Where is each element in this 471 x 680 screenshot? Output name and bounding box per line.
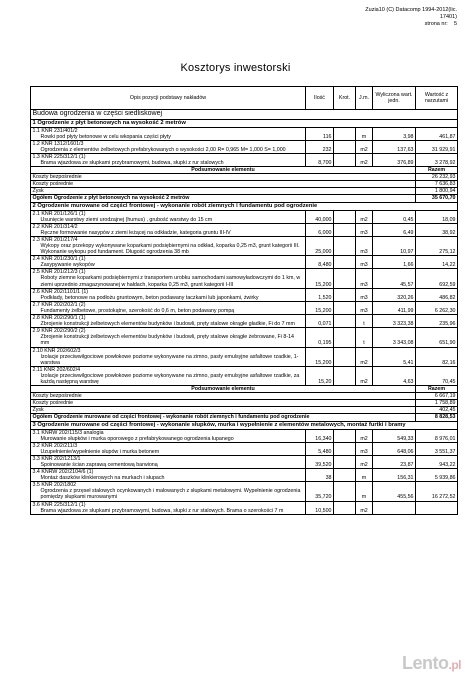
item-desc: Wykopy oraz przekopy wykonywane koparkami podsiębiernymi na odkład, koparka 0,25 m3, grunt kategorii III. Wykonanie wykopu pod fundament. Długość ogrodzenia 38 mb: [40, 243, 300, 256]
koszty-bezposrednie-label: Koszty bezpośrednie: [31, 393, 416, 400]
item-value: 38,92: [416, 223, 458, 236]
koszty-posrednie-value: 7 636,83: [416, 181, 458, 188]
item-desc-cell: [31, 429, 306, 442]
ogolem-row: [31, 414, 458, 421]
item-value: 14,22: [416, 256, 458, 269]
item-desc: Podkłady, betonowe na podłożu gruntowym, beton podawany taczkami lub japonkami, żwirky: [40, 294, 259, 301]
license-label: 17401): [439, 14, 457, 20]
item-qty: 232: [306, 140, 334, 153]
item-desc: Brama wjazdowa ze słupkami przybramowymi, budowa, słupki z rur stalowych: [40, 159, 224, 166]
item-qty: 8,700: [306, 153, 334, 166]
item-value: 3 551,37: [416, 442, 458, 455]
item-code: 2.6 KNR 202/1101/1 (1): [32, 288, 89, 295]
item-krot: [334, 127, 356, 140]
item-desc-cell: [31, 223, 306, 236]
item-unit: m2: [356, 366, 373, 385]
item-qty: 1,520: [306, 288, 334, 301]
col-jm: J.m.: [356, 87, 373, 110]
table-header-row: [31, 87, 458, 110]
item-code: 2.4 KNR 201/230/1 (1): [32, 256, 86, 263]
item-qty: 0,195: [306, 328, 334, 347]
item-code: 2.9 KNR 202/290/2 (2): [32, 328, 86, 335]
item-krot: [334, 223, 356, 236]
item-desc: Ręczne formowanie nasypów z ziemi leżącej na odkładzie, kategoria gruntu III-IV: [40, 229, 231, 236]
item-krot: [334, 328, 356, 347]
table-row: [31, 347, 458, 366]
table-row: [31, 127, 458, 140]
item-krot: [334, 236, 356, 255]
ogolem-value: 8 828,53: [416, 414, 458, 421]
item-code: 2.10 KNR 202/602/3: [32, 347, 81, 354]
item-qty: 16,340: [306, 429, 334, 442]
item-price: 1,66: [373, 256, 416, 269]
table-row: [31, 269, 458, 288]
item-krot: [334, 269, 356, 288]
item-price: 137,63: [373, 140, 416, 153]
cost-row: [31, 407, 458, 414]
col-wyliczona: Wyliczona wart. jedn.: [373, 87, 416, 110]
item-code: 2.7 KNR 202/202/1 (2): [32, 301, 86, 308]
item-unit: m3: [356, 223, 373, 236]
item-code: 1.3 KNR 225/312/1 (1): [32, 153, 86, 160]
zysk-label: Zysk: [31, 188, 416, 195]
table-row: [31, 442, 458, 455]
subsection-title: 1 Ogrodzenie z płyt betonowych na wysokość 2 metrów: [31, 119, 458, 127]
zysk-value: 1 800,94: [416, 188, 458, 195]
item-desc-cell: [31, 366, 306, 385]
item-krot: [334, 140, 356, 153]
item-unit: m2: [356, 153, 373, 166]
item-unit: m3: [356, 269, 373, 288]
item-desc: Usunięcie warstwy ziemi urodzajnej (humus) , grubość warstwy do 15 cm: [40, 216, 213, 223]
item-qty: 116: [306, 127, 334, 140]
item-unit: m3: [356, 288, 373, 301]
item-unit: m: [356, 469, 373, 482]
summary-label: Podsumowanie elementu: [31, 386, 416, 393]
item-code: 2.5 KNR 201/212/3 (1): [32, 269, 86, 276]
item-value: 275,12: [416, 236, 458, 255]
page-header: [297, 7, 457, 28]
cost-row: [31, 400, 458, 407]
item-value: 70,45: [416, 366, 458, 385]
koszty-posrednie-label: Koszty pośrednie: [31, 181, 416, 188]
item-price: 411,99: [373, 301, 416, 314]
item-qty: 10,500: [306, 501, 334, 514]
item-qty: 8,480: [306, 256, 334, 269]
koszty-posrednie-label: Koszty pośrednie: [31, 400, 416, 407]
koszty-bezposrednie-label: Koszty bezpośrednie: [31, 174, 416, 181]
subsection-row: [31, 202, 458, 210]
subsection-row: [31, 421, 458, 429]
summary-label: Podsumowanie elementu: [31, 167, 416, 174]
watermark-brand: Lento: [402, 653, 449, 673]
koszty-bezposrednie-value: 6 667,19: [416, 393, 458, 400]
item-desc: Brama wjazdowa ze słupkami przybramowymi, budowa, słupki z rur stalowych. Brama o szerokości 7 m: [40, 507, 284, 514]
item-unit: m3: [356, 442, 373, 455]
item-desc: Uzupełnienie/wypełnienie słupów i murka betonem: [40, 448, 160, 455]
item-code: 1.1 KNR 231/401/2: [32, 127, 78, 134]
item-desc-cell: [31, 269, 306, 288]
col-krot: Krot.: [334, 87, 356, 110]
item-qty: 15,200: [306, 301, 334, 314]
item-desc-cell: [31, 482, 306, 501]
item-krot: [334, 301, 356, 314]
zysk-label: Zysk: [31, 407, 416, 414]
ogolem-value: 35 670,70: [416, 195, 458, 202]
item-unit: t: [356, 315, 373, 328]
item-qty: 35,720: [306, 482, 334, 501]
table-row: [31, 140, 458, 153]
item-price: 549,33: [373, 429, 416, 442]
item-qty: 39,520: [306, 455, 334, 468]
item-code: 3.3 KNR 202/1213/1: [32, 455, 81, 462]
table-row: [31, 210, 458, 223]
subsection-title: 3 Ogrodzenie murowane od części frontowej - wykonanie słupków, murka i wypełnienie z elementów metalowych, montaż furtki i bramy: [31, 421, 458, 429]
table-row: [31, 288, 458, 301]
item-unit: t: [356, 328, 373, 347]
item-price: 455,56: [373, 482, 416, 501]
table-row: [31, 236, 458, 255]
item-desc-cell: [31, 127, 306, 140]
item-unit: m2: [356, 210, 373, 223]
item-value: 8 976,01: [416, 429, 458, 442]
table-row: [31, 469, 458, 482]
page-number: strona nr: 5: [424, 21, 457, 27]
item-qty: 5,480: [306, 442, 334, 455]
item-desc-cell: [31, 455, 306, 468]
item-desc-cell: [31, 347, 306, 366]
cost-row: [31, 188, 458, 195]
item-krot: [334, 288, 356, 301]
item-desc-cell: [31, 256, 306, 269]
item-krot: [334, 469, 356, 482]
item-krot: [334, 429, 356, 442]
col-opis: Opis pozycji podstawy nakładów: [31, 87, 306, 110]
table-row: [31, 455, 458, 468]
item-price: 648,06: [373, 442, 416, 455]
ogolem-row: [31, 195, 458, 202]
item-code: 1.2 KNR 1312/1601/3: [32, 140, 84, 147]
summary-header-row: [31, 167, 458, 174]
item-desc-cell: [31, 288, 306, 301]
item-desc-cell: [31, 501, 306, 514]
col-wartosc: Wartość z narzutami: [416, 87, 458, 110]
item-unit: m2: [356, 501, 373, 514]
razem-label: Razem: [416, 167, 458, 174]
section-title: Budowa ogrodzenia w części siedliskowej: [31, 110, 458, 120]
item-desc: Ogrodzenia z elementów żelbetowych prefabrykowanych o wysokości 2,00 R= 0,965 M= 1,000 S= 1,000: [40, 146, 286, 153]
item-desc-cell: [31, 140, 306, 153]
item-price: 23,87: [373, 455, 416, 468]
item-price: 4,63: [373, 366, 416, 385]
item-code: 2.8 KNR 202/290/1 (1): [32, 315, 86, 322]
item-price: 5,41: [373, 347, 416, 366]
item-qty: 15,200: [306, 269, 334, 288]
watermark-suffix: .pl: [448, 658, 461, 672]
subsection-row: [31, 119, 458, 127]
item-desc-cell: [31, 153, 306, 166]
item-krot: [334, 501, 356, 514]
item-unit: m2: [356, 347, 373, 366]
item-price: 320,26: [373, 288, 416, 301]
item-price: 10,97: [373, 236, 416, 255]
item-code: 2.2 KNR 201/314/2: [32, 223, 78, 230]
item-unit: m2: [356, 429, 373, 442]
item-value: 3 278,92: [416, 153, 458, 166]
table-row: [31, 223, 458, 236]
item-desc-cell: [31, 236, 306, 255]
table-row: [31, 256, 458, 269]
item-value: 5 939,86: [416, 469, 458, 482]
item-unit: m: [356, 482, 373, 501]
item-value: 6 262,30: [416, 301, 458, 314]
item-value: 651,90: [416, 328, 458, 347]
item-code: 3.2 KNR 202/211/3: [32, 442, 78, 449]
subsection-title: 2 Ogrodzenie murowane od części frontowej - wykonanie robót ziemnych i fundamentu pod ogrodzenie: [31, 202, 458, 210]
item-code: 3.1 KNRW 202/115/3 analogia: [32, 429, 104, 436]
table-row: [31, 482, 458, 501]
item-code: 3.4 KNRW 202/2104/6 (1): [32, 469, 94, 476]
item-price: 156,31: [373, 469, 416, 482]
item-desc: Zbrojenie konstrukcji żelbetowych elementów budynków i budowli, pręty stalowe okrągłe gładkie, Fi do 7 mm: [40, 321, 295, 328]
ogolem-label: Ogółem Ogrodzenie murowane od części frontowej - wykonanie robót ziemnych i fundamentu pod ogrodzenie: [31, 414, 416, 421]
zysk-value: 402,45: [416, 407, 458, 414]
lento-watermark: [402, 653, 461, 674]
koszty-posrednie-value: 1 758,89: [416, 400, 458, 407]
item-value: 31 929,91: [416, 140, 458, 153]
item-qty: 15,200: [306, 347, 334, 366]
item-code: 2.1 KNR 201/126/1 (1): [32, 210, 86, 217]
item-krot: [334, 210, 356, 223]
item-code: 3.6 KNR 225/312/1 (1): [32, 501, 86, 508]
cost-row: [31, 181, 458, 188]
item-price: 0,45: [373, 210, 416, 223]
col-ilosc: Ilość: [306, 87, 334, 110]
section-row: [31, 110, 458, 120]
summary-header-row: [31, 386, 458, 393]
item-unit: m3: [356, 236, 373, 255]
item-desc-cell: [31, 301, 306, 314]
item-desc: Ogrodzenia z przęseł stalowych ocynkowanych i malowanych z słupkami metalowymi. Wypełnienie ogrodzenia pomiędzy słupkami murowanymi: [40, 488, 301, 501]
item-unit: m3: [356, 301, 373, 314]
item-krot: [334, 366, 356, 385]
razem-label: Razem: [416, 386, 458, 393]
item-desc: Spoinowanie ścian zaprawą cementową barwioną: [40, 462, 158, 468]
item-code: 2.11 KNR 202/602/4: [32, 366, 81, 373]
item-qty: 6,000: [306, 223, 334, 236]
item-price: 376,89: [373, 153, 416, 166]
item-desc: Montaż daszków klinkierowych na murkach i słupach: [40, 475, 165, 482]
item-unit: m: [356, 127, 373, 140]
item-price: 3 323,38: [373, 315, 416, 328]
item-qty: 0,071: [306, 315, 334, 328]
item-value: 82,16: [416, 347, 458, 366]
item-value: 235,96: [416, 315, 458, 328]
item-value: 18,09: [416, 210, 458, 223]
table-row: [31, 153, 458, 166]
item-value: 16 272,52: [416, 482, 458, 501]
item-qty: 25,000: [306, 236, 334, 255]
koszty-bezposrednie-value: 26 232,93: [416, 174, 458, 181]
table-row: [31, 328, 458, 347]
item-code: 2.3 KNR 201/217/4: [32, 236, 78, 243]
item-price: 45,57: [373, 269, 416, 288]
cost-estimate-table: [30, 86, 458, 515]
item-krot: [334, 442, 356, 455]
document-title: Kosztorys inwestorski: [180, 62, 291, 74]
item-code: 3.5 KNR 202/1802: [32, 482, 77, 489]
item-qty: 40,000: [306, 210, 334, 223]
item-desc-cell: [31, 315, 306, 328]
item-desc-cell: [31, 210, 306, 223]
item-desc-cell: [31, 442, 306, 455]
item-krot: [334, 347, 356, 366]
item-value: 692,59: [416, 269, 458, 288]
cost-row: [31, 393, 458, 400]
item-price: [373, 501, 416, 514]
item-price: 3 343,08: [373, 328, 416, 347]
item-desc: Rowki pod płyty betonowe w celu wkopania części płyty: [40, 133, 171, 140]
item-desc: Zasypywanie wykopów: [40, 262, 95, 269]
software-label: Zuzia10 (C) Datacomp 1994-2012(lic.: [365, 7, 457, 13]
item-desc: Roboty ziemne koparkami podsiębiernymi z transportem urobku samochodami samowyładowczymi do 1 km, w ziemi uprzednio zmagazynowanej w hałdach, koparka 0,25 m3, grunt kategorii I-III: [40, 275, 301, 288]
item-qty: 15,20: [306, 366, 334, 385]
table-row: [31, 429, 458, 442]
item-krot: [334, 153, 356, 166]
item-desc: Murowanie słupków i murka oporowego z prefabrykowanego ogrodzenia łupanego: [40, 435, 234, 442]
item-krot: [334, 315, 356, 328]
item-price: 6,49: [373, 223, 416, 236]
item-value: 943,22: [416, 455, 458, 468]
item-krot: [334, 455, 356, 468]
table-row: [31, 315, 458, 328]
item-desc-cell: [31, 328, 306, 347]
item-krot: [334, 482, 356, 501]
item-value: 461,87: [416, 127, 458, 140]
item-krot: [334, 256, 356, 269]
item-desc: Fundamenty żelbetowe, prostokątne, szerokość do 0,6 m, beton podawany pompą: [40, 307, 235, 314]
table-row: [31, 301, 458, 314]
item-desc-cell: [31, 469, 306, 482]
ogolem-label: Ogółem Ogrodzenie z płyt betonowych na wysokość 2 metrów: [31, 195, 416, 202]
item-unit: m2: [356, 140, 373, 153]
item-unit: m3: [356, 256, 373, 269]
cost-row: [31, 174, 458, 181]
item-price: 3,98: [373, 127, 416, 140]
item-qty: 38: [306, 469, 334, 482]
item-desc: Izolacje przeciwwilgociowe powłokowe poziome wykonywane na zimno, pasty emulsyjne asfaltowe rzadkie, 1-warstwa: [40, 353, 299, 366]
item-desc: Izolacje przeciwwilgociowe powłokowe poziome wykonywane na zimno, pasty emulsyjne asfaltowe rzadkie, za każdą następną warstwę: [40, 372, 300, 385]
item-value: [416, 501, 458, 514]
item-unit: m2: [356, 455, 373, 468]
item-desc: Zbrojenie konstrukcji żelbetowych elementów budynków i budowli, pręty stalowe okrągłe żebrowane, Fi 8-14 mm: [40, 334, 294, 347]
table-row: [31, 366, 458, 385]
table-row: [31, 501, 458, 514]
item-value: 486,82: [416, 288, 458, 301]
